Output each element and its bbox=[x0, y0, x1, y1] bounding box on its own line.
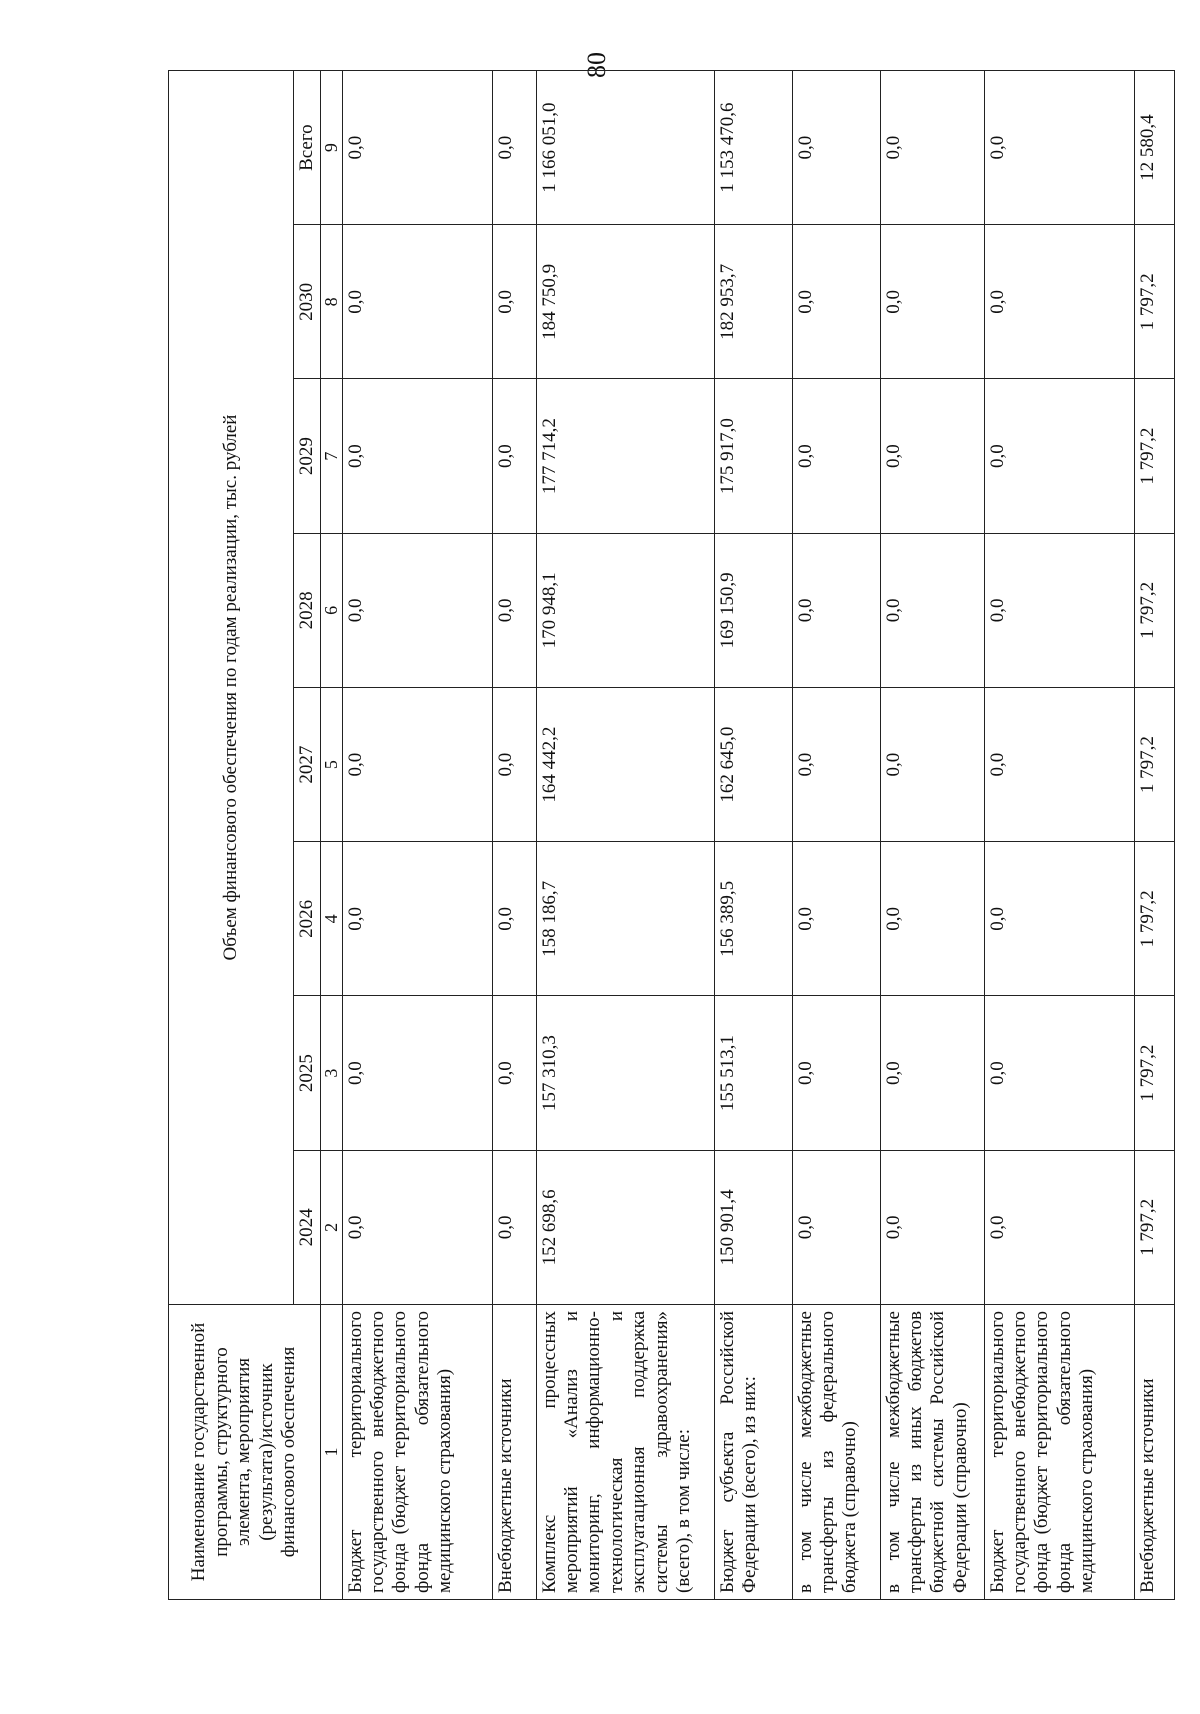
value-cell: 0,0 bbox=[342, 842, 492, 996]
value-cell: 0,0 bbox=[984, 379, 1134, 533]
value-cell: 1 797,2 bbox=[1134, 996, 1174, 1150]
column-index-row bbox=[320, 71, 342, 1600]
value-cell: 0,0 bbox=[880, 1150, 984, 1304]
col-index: 7 bbox=[320, 379, 342, 533]
value-cell: 1 153 470,6 bbox=[714, 71, 792, 225]
value-cell: 157 310,3 bbox=[536, 996, 714, 1150]
row-label: Бюджет территориального государственного внебюджетного фонда (бюджет территориального фонда обязательного медицинского страхования) bbox=[342, 1305, 492, 1600]
value-cell: 0,0 bbox=[984, 225, 1134, 379]
col-index: 9 bbox=[320, 71, 342, 225]
value-cell: 0,0 bbox=[880, 71, 984, 225]
value-cell: 0,0 bbox=[984, 842, 1134, 996]
value-cell: 156 389,5 bbox=[714, 842, 792, 996]
year-header: 2026 bbox=[294, 842, 321, 996]
header-row bbox=[169, 71, 294, 1600]
year-header: 2028 bbox=[294, 533, 321, 687]
table-row bbox=[792, 71, 880, 1600]
value-cell: 0,0 bbox=[342, 533, 492, 687]
value-cell: 184 750,9 bbox=[536, 225, 714, 379]
value-cell: 177 714,2 bbox=[536, 379, 714, 533]
value-cell: 1 797,2 bbox=[1134, 225, 1174, 379]
year-header: Всего bbox=[294, 71, 321, 225]
value-cell: 0,0 bbox=[984, 996, 1134, 1150]
value-cell: 0,0 bbox=[880, 842, 984, 996]
row-label: Бюджет субъекта Российской Федерации (всего), из них: bbox=[714, 1305, 792, 1600]
value-cell: 1 797,2 bbox=[1134, 1150, 1174, 1304]
value-cell: 12 580,4 bbox=[1134, 71, 1174, 225]
value-cell: 182 953,7 bbox=[714, 225, 792, 379]
table-row bbox=[984, 71, 1134, 1600]
row-label: в том числе межбюджетные трансферты из федерального бюджета (справочно) bbox=[792, 1305, 880, 1600]
col-index: 4 bbox=[320, 842, 342, 996]
value-cell: 1 797,2 bbox=[1134, 533, 1174, 687]
value-cell: 0,0 bbox=[984, 688, 1134, 842]
value-cell: 155 513,1 bbox=[714, 996, 792, 1150]
row-label: Внебюджетные источники bbox=[1134, 1305, 1174, 1600]
col-index: 1 bbox=[320, 1305, 342, 1600]
value-cell: 0,0 bbox=[792, 688, 880, 842]
value-cell: 0,0 bbox=[492, 225, 536, 379]
value-cell: 162 645,0 bbox=[714, 688, 792, 842]
col-index: 6 bbox=[320, 533, 342, 687]
value-cell: 0,0 bbox=[984, 533, 1134, 687]
value-cell: 169 150,9 bbox=[714, 533, 792, 687]
value-cell: 0,0 bbox=[492, 71, 536, 225]
value-cell: 0,0 bbox=[792, 379, 880, 533]
table-row bbox=[1134, 71, 1174, 1600]
value-cell: 0,0 bbox=[492, 996, 536, 1150]
col1-header: Наименование государственной программы, структурного элемента, мероприятия (результата)/источник финансового обеспечения bbox=[169, 1305, 321, 1600]
value-cell: 0,0 bbox=[880, 688, 984, 842]
col-index: 3 bbox=[320, 996, 342, 1150]
value-cell: 152 698,6 bbox=[536, 1150, 714, 1304]
value-cell: 0,0 bbox=[492, 842, 536, 996]
value-cell: 0,0 bbox=[492, 379, 536, 533]
col-index: 5 bbox=[320, 688, 342, 842]
value-cell: 0,0 bbox=[492, 1150, 536, 1304]
value-cell: 1 166 051,0 bbox=[536, 71, 714, 225]
value-cell: 0,0 bbox=[342, 379, 492, 533]
value-cell: 0,0 bbox=[342, 225, 492, 379]
year-header: 2030 bbox=[294, 225, 321, 379]
row-label: Внебюджетные источники bbox=[492, 1305, 536, 1600]
value-cell: 0,0 bbox=[342, 996, 492, 1150]
value-cell: 1 797,2 bbox=[1134, 379, 1174, 533]
row-label: Комплекс процессных мероприятий «Анализ и мониторинг, информационно-технологическая и эксплуатационная поддержка системы здравоохранения» (всего), в том числе: bbox=[536, 1305, 714, 1600]
value-cell: 158 186,7 bbox=[536, 842, 714, 996]
table-row bbox=[492, 71, 536, 1600]
group-header: Объем финансового обеспечения по годам реализации, тыс. рублей bbox=[169, 71, 294, 1305]
value-cell: 150 901,4 bbox=[714, 1150, 792, 1304]
value-cell: 0,0 bbox=[792, 1150, 880, 1304]
page-number: 80 bbox=[582, 52, 611, 78]
value-cell: 0,0 bbox=[342, 1150, 492, 1304]
value-cell: 1 797,2 bbox=[1134, 688, 1174, 842]
value-cell: 0,0 bbox=[880, 379, 984, 533]
row-label: в том числе межбюджетные трансферты из иных бюджетов бюджетной системы Российской Федерации (справочно) bbox=[880, 1305, 984, 1600]
year-header: 2027 bbox=[294, 688, 321, 842]
value-cell: 0,0 bbox=[792, 996, 880, 1150]
table-row bbox=[714, 71, 792, 1600]
value-cell: 0,0 bbox=[792, 225, 880, 379]
table-row bbox=[342, 71, 492, 1600]
year-header: 2024 bbox=[294, 1150, 321, 1304]
row-label: Бюджет территориального государственного внебюджетного фонда (бюджет территориального фонда обязательного медицинского страхования) bbox=[984, 1305, 1134, 1600]
table-row bbox=[536, 71, 714, 1600]
value-cell: 0,0 bbox=[880, 533, 984, 687]
value-cell: 0,0 bbox=[492, 688, 536, 842]
value-cell: 0,0 bbox=[984, 71, 1134, 225]
value-cell: 0,0 bbox=[492, 533, 536, 687]
value-cell: 0,0 bbox=[880, 225, 984, 379]
value-cell: 0,0 bbox=[342, 688, 492, 842]
value-cell: 164 442,2 bbox=[536, 688, 714, 842]
col-index: 8 bbox=[320, 225, 342, 379]
financing-table bbox=[168, 70, 1175, 1600]
table-body bbox=[342, 71, 1174, 1600]
value-cell: 175 917,0 bbox=[714, 379, 792, 533]
value-cell: 1 797,2 bbox=[1134, 842, 1174, 996]
value-cell: 0,0 bbox=[792, 842, 880, 996]
value-cell: 0,0 bbox=[342, 71, 492, 225]
value-cell: 0,0 bbox=[984, 1150, 1134, 1304]
value-cell: 170 948,1 bbox=[536, 533, 714, 687]
table-row bbox=[880, 71, 984, 1600]
value-cell: 0,0 bbox=[792, 533, 880, 687]
year-header: 2025 bbox=[294, 996, 321, 1150]
col-index: 2 bbox=[320, 1150, 342, 1304]
value-cell: 0,0 bbox=[880, 996, 984, 1150]
year-header: 2029 bbox=[294, 379, 321, 533]
rotated-table-container bbox=[168, 70, 1158, 1600]
value-cell: 0,0 bbox=[792, 71, 880, 225]
